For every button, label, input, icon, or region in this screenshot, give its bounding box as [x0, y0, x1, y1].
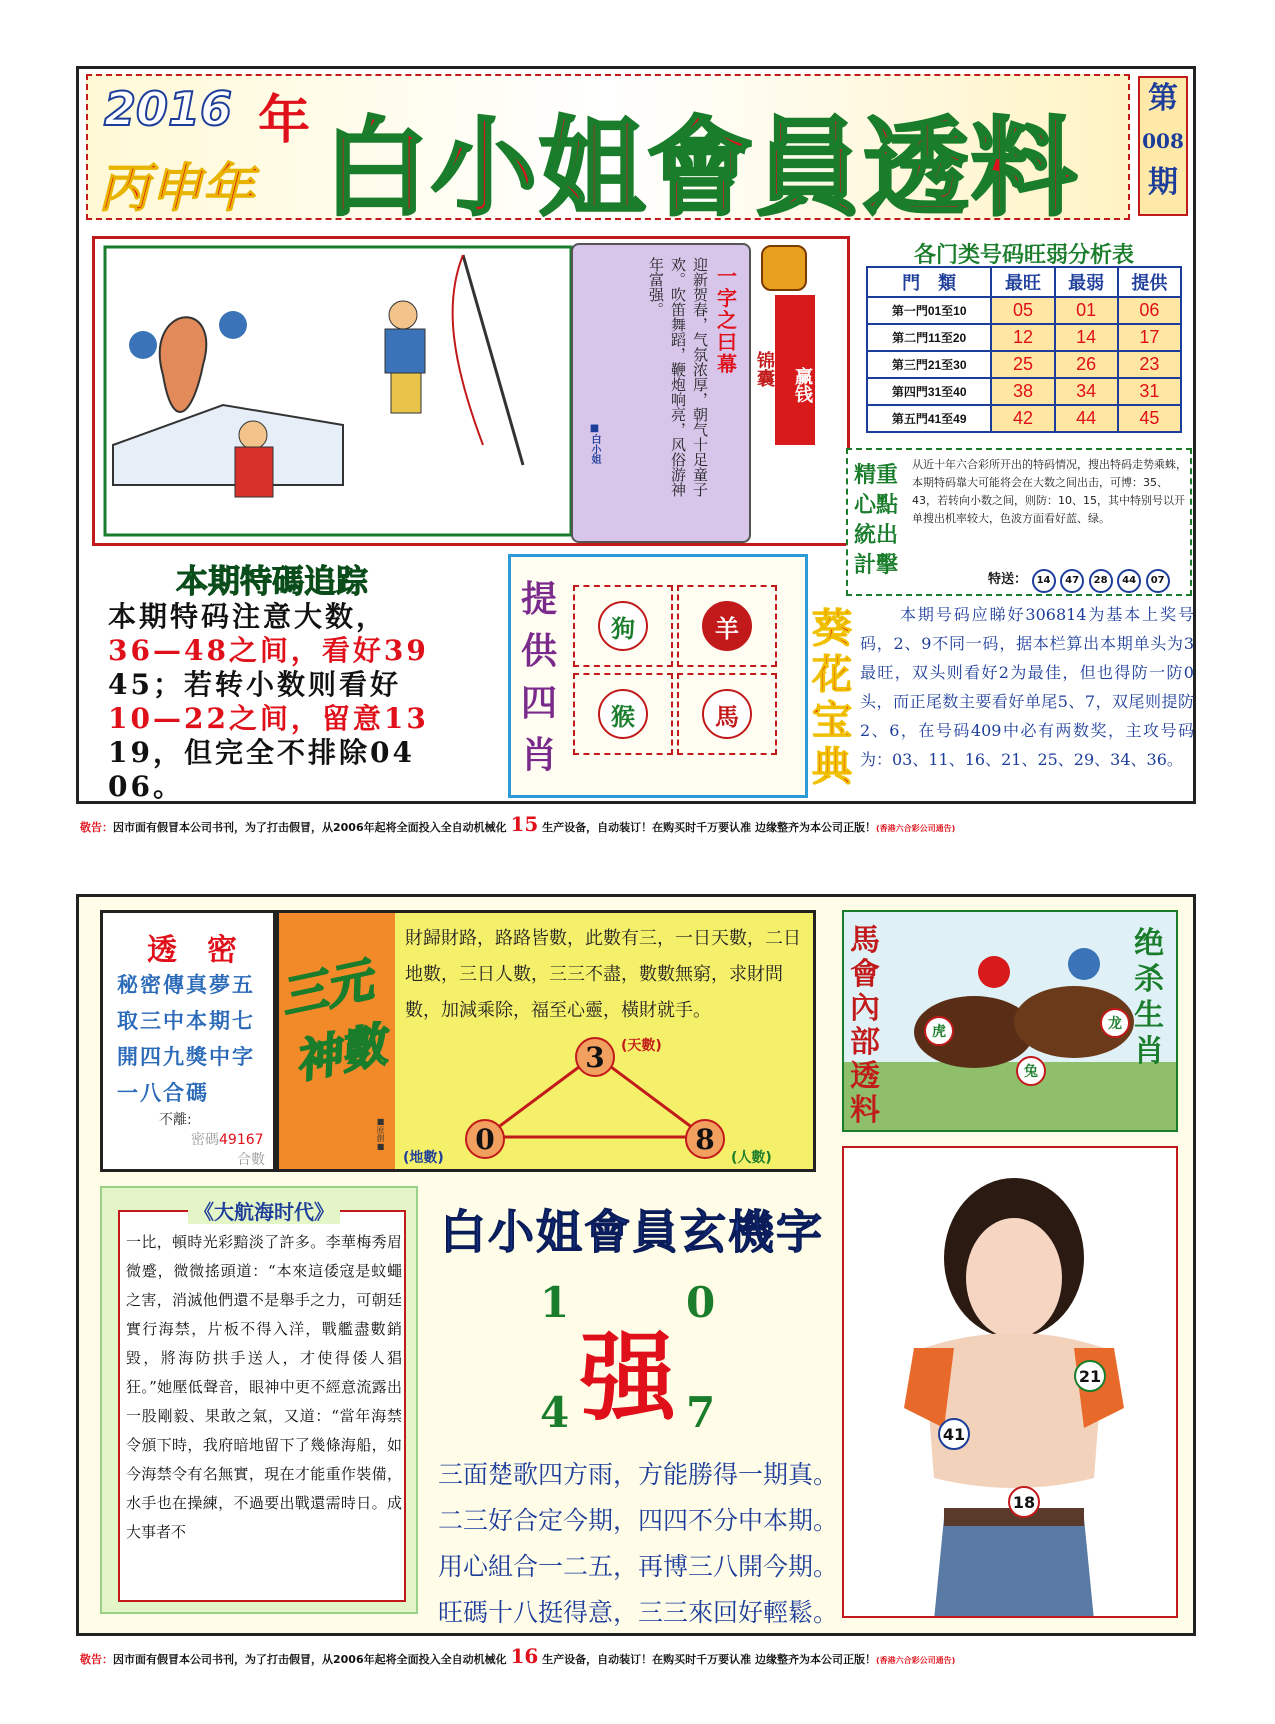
girl-number-ball: 41	[938, 1418, 970, 1450]
tumi-secret-label: 密碼	[191, 1132, 219, 1148]
horse-box	[842, 910, 1178, 1132]
four-animals-box	[508, 554, 808, 798]
girl-number-ball: 21	[1074, 1360, 1106, 1392]
jingzhong-box	[846, 448, 1192, 596]
cell-value: 31	[1118, 378, 1181, 405]
xuanji-num-top-left: 1	[540, 1278, 570, 1327]
table-row-label: 第三門21至30	[867, 351, 991, 378]
scroll	[571, 243, 751, 543]
sunflower-text: 本期号码应睇好306814为基本上奖号码，2、9不同一码，据本栏算出本期单头为3最旺，双头则看好2为最佳，但也得防一防0头，而正尾数主要看好单尾5、7，双尾则提防2、6，在号码409中必有两数奖，主攻号码为：03、11、16、21、25、29、34、36。	[860, 605, 1194, 769]
pouch-label: 锦囊	[754, 351, 775, 387]
table-row-label: 第二門11至20	[867, 324, 991, 351]
poem-line: 二三好合定今期，四四不分中本期。	[438, 1506, 839, 1535]
cell-value: 34	[1055, 378, 1118, 405]
scroll-title: 一字之曰幕	[717, 264, 737, 376]
photo-box	[842, 1146, 1178, 1618]
pouch-banner: 赢钱	[775, 295, 815, 445]
issue-suffix: 期	[1148, 165, 1178, 200]
header-year: 2016	[104, 82, 233, 136]
col-header-provide: 提供	[1118, 267, 1181, 297]
story-title: 《大航海时代》	[120, 1196, 408, 1225]
tumi-not-leave: 不離:	[159, 1112, 192, 1128]
poem-line: 三面楚歌四方雨，方能勝得一期真。	[438, 1460, 839, 1489]
header-year-char: 年	[258, 90, 311, 151]
zodiac-tag: 兔	[1016, 1056, 1046, 1086]
tumi-box	[100, 910, 276, 1172]
xuanji-num-top-right: 0	[686, 1278, 716, 1327]
cartoon-illustration	[103, 245, 573, 537]
tracking-title: 本期特碼追踪	[176, 562, 369, 600]
table-row-label: 第四門31至40	[867, 378, 991, 405]
notice-bottom	[80, 1644, 1200, 1668]
sanyuan-left-label: (地數)	[403, 1150, 444, 1166]
tracking-line: 19，但完全不排除04	[108, 736, 415, 769]
notice-label: 敬告：	[80, 821, 113, 834]
table-row-label: 第一門01至10	[867, 297, 991, 324]
animal-cell	[677, 585, 777, 667]
tracking-line: 45；若转小数则看好	[108, 668, 401, 701]
notice-text: 因市面有假冒本公司书刊，为了打击假冒，从2006年起将全面投入全自动机械化	[113, 1653, 507, 1666]
issue-box	[1138, 76, 1188, 216]
animal-cell	[677, 673, 777, 755]
poem-line: 旺碼十八挺得意，三三來回好輕鬆。	[438, 1598, 839, 1627]
cell-value: 01	[1055, 297, 1118, 324]
sunflower-side: 葵花宝典	[812, 605, 852, 790]
header-banner	[86, 74, 1130, 230]
cell-value: 14	[1055, 324, 1118, 351]
tracking-line: 06。	[108, 770, 184, 803]
animal-ball: 羊	[702, 601, 752, 651]
tracking-body	[108, 600, 508, 804]
pouch-icon	[761, 245, 807, 291]
tumi-sum: 合數	[237, 1152, 265, 1168]
table-title: 各门类号码旺弱分析表	[913, 242, 1134, 268]
cell-value: 42	[991, 405, 1054, 432]
table-row-label: 第五門41至49	[867, 405, 991, 432]
xuanji-num-bottom-right: 7	[686, 1388, 716, 1437]
sanyuan-right-label: (人數)	[731, 1150, 772, 1166]
sanyuan-top-label: (天數)	[621, 1038, 662, 1054]
sanyuan-small-label: ■原創■	[376, 1117, 385, 1151]
tumi-secret	[191, 1129, 264, 1149]
animal-cell	[573, 673, 673, 755]
sanyuan-title: 三元神數	[275, 952, 391, 1090]
cell-value: 38	[991, 378, 1054, 405]
jingzhong-side-title: 精重心點統出計擊	[854, 462, 899, 578]
zodiac-tag: 虎	[924, 1016, 954, 1046]
story-inner	[118, 1200, 406, 1602]
te-number-ball: 47	[1060, 569, 1084, 593]
animal-ball: 狗	[598, 601, 648, 651]
xuanji-title: 白小姐會員玄機字	[440, 1205, 824, 1259]
analysis-table	[866, 266, 1182, 433]
cell-value: 12	[991, 324, 1054, 351]
horse-right-title: 绝杀生肖	[1134, 926, 1164, 1069]
header-title: 白小姐會員透料	[323, 107, 1079, 230]
poem-line: 用心組合一二五，再博三八開今期。	[438, 1552, 839, 1581]
notice-sign: (香港六合彩公司通告)	[875, 1656, 956, 1665]
cell-value: 44	[1055, 405, 1118, 432]
xuanji-center-char: 强	[580, 1321, 676, 1434]
sanyuan-right-ball: 8	[685, 1119, 725, 1159]
cell-value: 26	[1055, 351, 1118, 378]
story-box	[100, 1186, 418, 1614]
notice-label: 敬告：	[80, 1653, 113, 1666]
animal-ball: 馬	[702, 689, 752, 739]
xuanji-num-bottom-left: 4	[540, 1388, 570, 1437]
col-header-weakest: 最弱	[1055, 267, 1118, 297]
te-number-ball: 14	[1032, 569, 1056, 593]
te-number-ball: 07	[1146, 569, 1170, 593]
four-animals-side: 提供四肖	[521, 578, 558, 776]
girl-number-ball: 18	[1008, 1486, 1040, 1518]
sanyuan-text: 財歸財路，路路皆數，此數有三，一日天數，二日地數，三日人數，三三不盡，數數無窮，求財問數，加減乘除，福至心靈，橫財就手。	[405, 928, 801, 1021]
story-text: 一比，頓時光彩黯淡了許多。李華梅秀眉微蹙，微微搖頭道：“本來這倭寇是蚊蠅之害，消滅他們還不是舉手之力，可朝廷實行海禁，片板不得入洋，戰艦盡數銷毀，將海防拱手送人，才使得倭人猖狂。”她壓低聲音，眼神中更不經意流露出一股剛毅、果敢之氣，又道：“當年海禁令頒下時，我府暗地留下了幾條海船，如今海禁令有名無實，現在才能重作裝備，水手也在操練，不過要出戰還需時日。成大事者不	[126, 1233, 402, 1541]
sanyuan-top-ball: 3	[575, 1037, 615, 1077]
col-header-strongest: 最旺	[991, 267, 1054, 297]
te-numbers	[988, 568, 1170, 593]
model-photo	[844, 1148, 1178, 1618]
tumi-body: 秘密傳真夢五取三中本期七開四九獎中字一八合碼	[117, 972, 255, 1105]
scroll-poem: 迎新贺春，气氛浓厚，朝气十足童子欢。吹笛舞蹈，鞭炮响亮，风俗游神年富强。	[647, 257, 709, 497]
header-ganzhi: 丙申年	[98, 159, 255, 219]
te-number-ball: 44	[1117, 569, 1141, 593]
issue-prefix: 第	[1148, 81, 1178, 116]
zodiac-tag: 龙	[1100, 1008, 1130, 1038]
tumi-title: 透 密	[147, 933, 237, 968]
cell-value: 17	[1118, 324, 1181, 351]
sanyuan-box	[276, 910, 816, 1172]
animal-ball: 猴	[598, 689, 648, 739]
notice-top	[80, 812, 1200, 836]
notice-text: 因市面有假冒本公司书刊，为了打击假冒，从2006年起将全面投入全自动机械化	[113, 821, 507, 834]
animal-cell	[573, 585, 673, 667]
tumi-secret-code: 49167	[219, 1132, 264, 1148]
jingzhong-text: 从近十年六合彩所开出的特码情况，搜出特码走势乘蛛，本期特码靠大可能将会在大数之间出击，可博：35、43，若转向小数之间，则防：10、15，其中特别号以开单搜出机率较大，色波方面看好蓝、绿。	[912, 458, 1187, 525]
te-label: 特送：	[988, 572, 1028, 587]
col-header-category: 門 類	[867, 267, 991, 297]
tracking-line: 36—48之间，看好39	[108, 634, 429, 667]
notice-text: 生产设备，自动装订！在购买时千万要认准 边缘整齐为本公司正版！	[542, 1653, 876, 1666]
cell-value: 25	[991, 351, 1054, 378]
illustration-panel	[92, 236, 850, 546]
xuanji-poem	[438, 1452, 838, 1636]
sanyuan-left-ball: 0	[465, 1119, 505, 1159]
sanyuan-side	[275, 913, 395, 1169]
te-number-ball: 28	[1089, 569, 1113, 593]
notice-text: 生产设备，自动装订！在购买时千万要认准 边缘整齐为本公司正版！	[542, 821, 876, 834]
notice-sign: (香港六合彩公司通告)	[875, 824, 956, 833]
horse-left-title: 馬會內部透料	[850, 923, 880, 1128]
tracking-line: 10—22之间，留意13	[108, 702, 429, 735]
notice-page: 16	[510, 1644, 539, 1668]
cell-value: 06	[1118, 297, 1181, 324]
cell-value: 45	[1118, 405, 1181, 432]
cell-value: 05	[991, 297, 1054, 324]
notice-page: 15	[510, 812, 539, 836]
tracking-line: 本期特码注意大数，	[108, 600, 388, 633]
scroll-signature: ■白小姐	[589, 423, 600, 464]
cell-value: 23	[1118, 351, 1181, 378]
issue-number: 008	[1142, 129, 1184, 153]
